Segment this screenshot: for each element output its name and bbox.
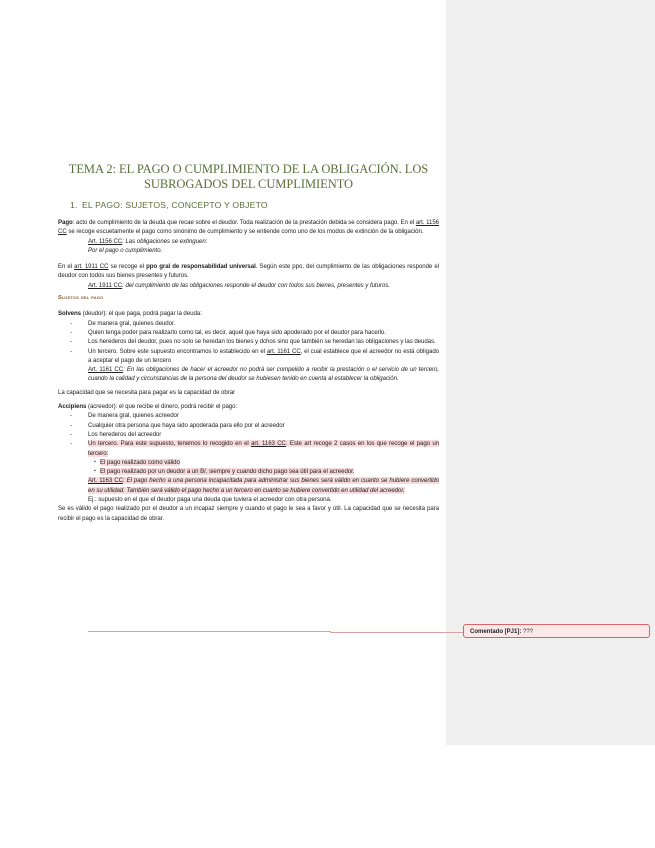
list-item: - De manera gral, quienes deudor. — [88, 319, 439, 328]
text: El pago realizado por un deudor a un B/, siempre y cuando dicho pago sea útil para el acreedor. — [100, 468, 355, 476]
example-text: Ej.: supuesto en el que el deudor paga una deuda que tuviera el acreedor con otra persona. — [88, 496, 332, 504]
section-heading — [70, 200, 439, 211]
paragraph-pago — [58, 218, 439, 237]
page-title: TEMA 2: EL PAGO O CUMPLIMIENTO DE LA OBLIGACIÓN. LOS SUBROGADOS DEL CUMPLIMIENTO — [68, 162, 429, 191]
comment-connector-line — [330, 632, 466, 633]
accipiens-list — [58, 411, 439, 504]
quote-text: : En las obligaciones de hacer el acreedor no podrá ser compelido a recibir la prestación o el servicio de un tercero, cuando la calidad y circunstancias de la persona del deudor se hubiesen tenido en cuenta al establecer la obligación. — [88, 366, 440, 383]
link-art-1911[interactable]: art. 1911 CC — [74, 263, 109, 271]
comment-anchor-underline — [88, 631, 331, 632]
text: . Este art recoge 2 casos en los que recoge el pago un tercero: — [88, 440, 440, 457]
quote-ref[interactable]: Art. 1161 CC — [88, 366, 124, 374]
quote-art-1163 — [88, 476, 439, 495]
quote-art-1161 — [88, 365, 439, 384]
document-body — [58, 162, 439, 523]
link-art-1156[interactable]: art. 1156 CC — [58, 219, 439, 236]
paragraph-capacidad-recibir: Se es válido el pago realizado por el deudor a un incapaz siempre y cuando el pago le sea a favor y útil. La capacidad que se necesita para recibir el pago es la capacidad de obrar. — [58, 505, 439, 522]
quote-ref[interactable]: Art. 1163 CC — [88, 477, 123, 485]
list-item — [88, 347, 439, 384]
text: Un tercero. Para este supuesto, tenemos lo recogido en el — [88, 440, 252, 448]
paragraph-accipiens — [58, 402, 439, 411]
text: Un tercero. Sobre este supuesto encontramos lo establecido en el — [88, 347, 267, 355]
text: El pago realizado como válido — [100, 458, 180, 466]
text: . Según este ppo, del cumplimiento de las obligaciones responde el deudor con todos sus bienes presentes y futuros. — [58, 263, 439, 280]
quote-text: : El pago hecho a una persona incapacitada para administrar sus bienes será válido en cuanto se hubiere convertido en su utilidad. También será válido el pago hecho a un tercero en cuanto se hubiere convertido en utilidad del acreedor. — [88, 477, 439, 494]
term-pago: Pago — [58, 219, 73, 226]
section-title: EL PAGO: SUJETOS, CONCEPTO Y OBJETO — [82, 200, 268, 210]
section-number: 1. — [70, 200, 78, 210]
list-item: - Los herederos del deudor, pues no solo se heredan los bienes y dchos sino que también se heredan las obligaciones y las deudas. — [88, 337, 439, 346]
list-item: - Los herederos del acreedor — [88, 430, 439, 439]
text: : acto de cumplimiento de la deuda que recae sobre el deudor. Toda realización de la prestación debida se considera pago. En el — [72, 219, 416, 226]
list-item: - Quien tenga poder para realizarlo como tal, es decir, aquel que haya sido apoderado por el deudor para hacerlo. — [88, 328, 439, 337]
list-item-commented — [88, 439, 439, 504]
term-accipiens: Accipiens — [58, 403, 87, 411]
term-solvens: Solvens — [58, 310, 82, 318]
solvens-list — [58, 319, 439, 384]
text: se recoge el — [108, 263, 147, 271]
quote-art-1156 — [58, 237, 439, 256]
text: , el cual establece que el acreedor no está obligado a aceptar el pago de un tercero — [88, 347, 439, 364]
sub-list — [88, 458, 439, 477]
text: se recoge escuetamente el pago como sinónimo de cumplimiento y se entiende como uno de los modos de extinción de la obligación. — [66, 228, 424, 236]
comment-label: Comentado [PJ1]: — [470, 629, 522, 635]
link-art-1163[interactable]: art. 1163 CC — [251, 440, 286, 448]
list-item: - Cualquier otra persona que haya sido apoderada para ello por el acreedor — [88, 421, 439, 430]
list-item: - De manera gral, quienes acreedor — [88, 411, 439, 420]
quote-text: : del cumplimiento de las obligaciones responde el deudor con todos sus bienes, presentes y futuros. — [122, 281, 390, 289]
link-art-1161[interactable]: art. 1161 CC — [266, 347, 301, 355]
paragraph-capacidad-pagar: La capacidad que se necesita para pagar es la capacidad de obrar — [58, 388, 236, 396]
text: (acreedor): el que recibe el dinero, podrá recibir el pago: — [86, 403, 238, 411]
quote-art-1911 — [58, 281, 439, 290]
text: (deudor): el que paga, podrá pagar la deuda: — [81, 310, 202, 318]
text: En el — [58, 263, 75, 271]
comment-text: ??? — [521, 629, 534, 635]
bold-term: ppo gral de responsabilidad universal — [146, 263, 256, 271]
quote-text: Por el pago o cumplimiento. — [88, 246, 163, 254]
comment-balloon[interactable] — [463, 624, 650, 638]
paragraph-solvens — [58, 309, 439, 318]
sub-list-item — [94, 467, 439, 476]
quote-text: : Las obligaciones se extinguen: — [122, 237, 208, 245]
quote-ref[interactable]: Art. 1911 CC — [88, 281, 123, 289]
subheading-sujetos: Sujetos del pago — [58, 295, 104, 302]
quote-ref[interactable]: Art. 1156 CC — [88, 237, 123, 245]
paragraph-responsabilidad — [58, 262, 439, 281]
sub-list-item — [94, 458, 439, 467]
